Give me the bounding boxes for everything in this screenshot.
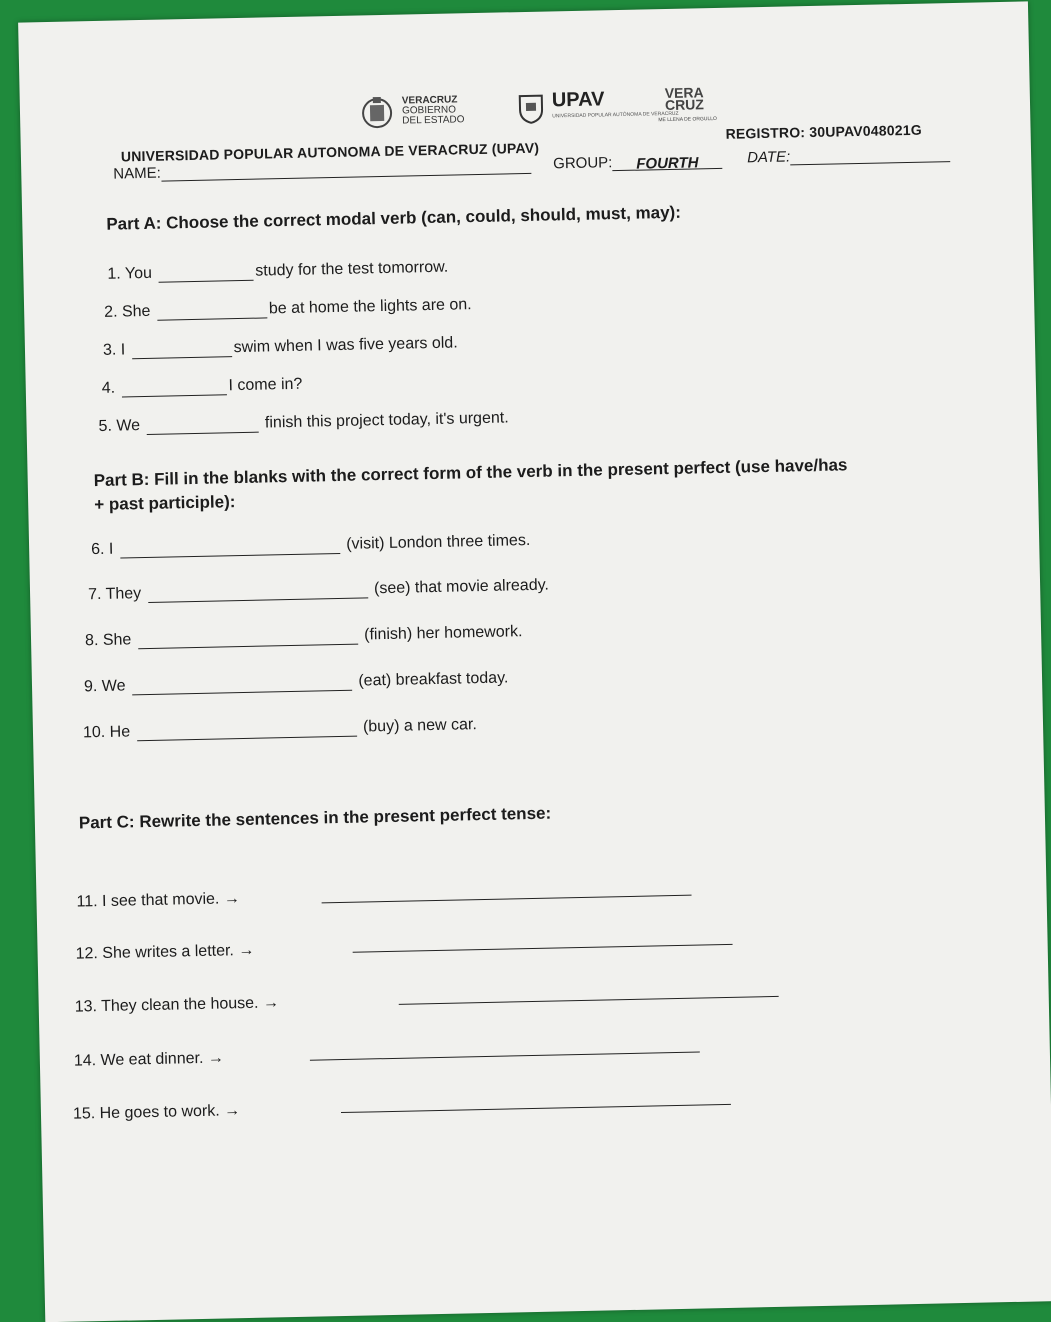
- part-b-item-7: 7. They (see) that movie already.: [87, 576, 550, 604]
- part-b-item-10: 10. He (buy) a new car.: [82, 716, 477, 742]
- part-c-title: Part C: Rewrite the sentences in the present perfect tense:: [78, 803, 552, 833]
- part-a-item-2: 2. She be at home the lights are on.: [104, 296, 472, 321]
- group-label: GROUP:: [553, 154, 613, 173]
- answer-line-12[interactable]: [353, 943, 733, 953]
- answer-line-13[interactable]: [399, 995, 779, 1005]
- part-c-item-11: 11. I see that movie. →: [76, 890, 241, 911]
- part-c-item-13: 13. They clean the house. →: [74, 994, 280, 1016]
- answer-blank[interactable]: [120, 537, 340, 559]
- part-b-title-line-2: + past participle):: [94, 492, 236, 515]
- university-name: UNIVERSIDAD POPULAR AUTONOMA DE VERACRUZ (UPAV): [120, 139, 540, 165]
- veracruz-logo-subtext: ME LLENA DE ORGULLO: [658, 115, 717, 124]
- group-field[interactable]: [553, 152, 723, 173]
- answer-blank[interactable]: [121, 378, 226, 397]
- part-c-item-14: 14. We eat dinner. →: [73, 1049, 225, 1070]
- date-field[interactable]: [747, 145, 950, 166]
- part-a-title: Part A: Choose the correct modal verb (can, could, should, must, may):: [106, 202, 682, 234]
- answer-blank[interactable]: [132, 674, 352, 696]
- answer-blank[interactable]: [157, 301, 267, 320]
- part-a-item-5: 5. We finish this project today, it's urgent.: [98, 409, 509, 435]
- upav-shield-icon: [518, 94, 545, 125]
- answer-line-14[interactable]: [310, 1051, 700, 1061]
- part-a-item-1: 1. You study for the test tomorrow.: [107, 258, 449, 283]
- answer-blank[interactable]: [132, 340, 232, 359]
- part-b-title-line-1: Part B: Fill in the blanks with the correct form of the verb in the present perfect (use have/has: [93, 455, 848, 491]
- part-a-item-3: 3. I swim when I was five years old.: [102, 334, 458, 359]
- registro-code: REGISTRO: 30UPAV048021G: [725, 121, 923, 142]
- veracruz-logo-text: VERA CRUZ: [664, 84, 705, 114]
- date-label: DATE:: [746, 148, 791, 167]
- group-value: FOURTH: [612, 154, 722, 171]
- part-c-item-12: 12. She writes a letter. →: [75, 941, 255, 963]
- part-b-item-9: 9. We (eat) breakfast today.: [83, 669, 509, 696]
- answer-blank[interactable]: [136, 720, 356, 742]
- answer-blank[interactable]: [146, 416, 258, 435]
- answer-blank[interactable]: [138, 628, 358, 650]
- worksheet-paper: [18, 1, 1051, 1322]
- part-b-item-6: 6. I (visit) London three times.: [90, 531, 531, 559]
- part-c-item-15: 15. He goes to work. →: [72, 1102, 241, 1123]
- veracruz-seal-icon: [360, 93, 395, 134]
- gov-logo-text: VERACRUZ GOBIERNO DEL ESTADO: [401, 94, 465, 127]
- upav-logo-text: UPAV: [551, 88, 605, 112]
- answer-line-15[interactable]: [341, 1103, 731, 1113]
- answer-line-11[interactable]: [322, 894, 692, 904]
- header-logos: [360, 85, 741, 143]
- upav-logo-subtext: UNIVERSIDAD POPULAR AUTÓNOMA DE VERACRUZ: [552, 110, 679, 120]
- part-b-item-8: 8. She (finish) her homework.: [84, 623, 523, 650]
- answer-blank[interactable]: [147, 581, 367, 603]
- name-label: NAME:: [113, 164, 161, 183]
- answer-blank[interactable]: [158, 264, 253, 283]
- part-a-item-4: 4. I come in?: [101, 375, 303, 397]
